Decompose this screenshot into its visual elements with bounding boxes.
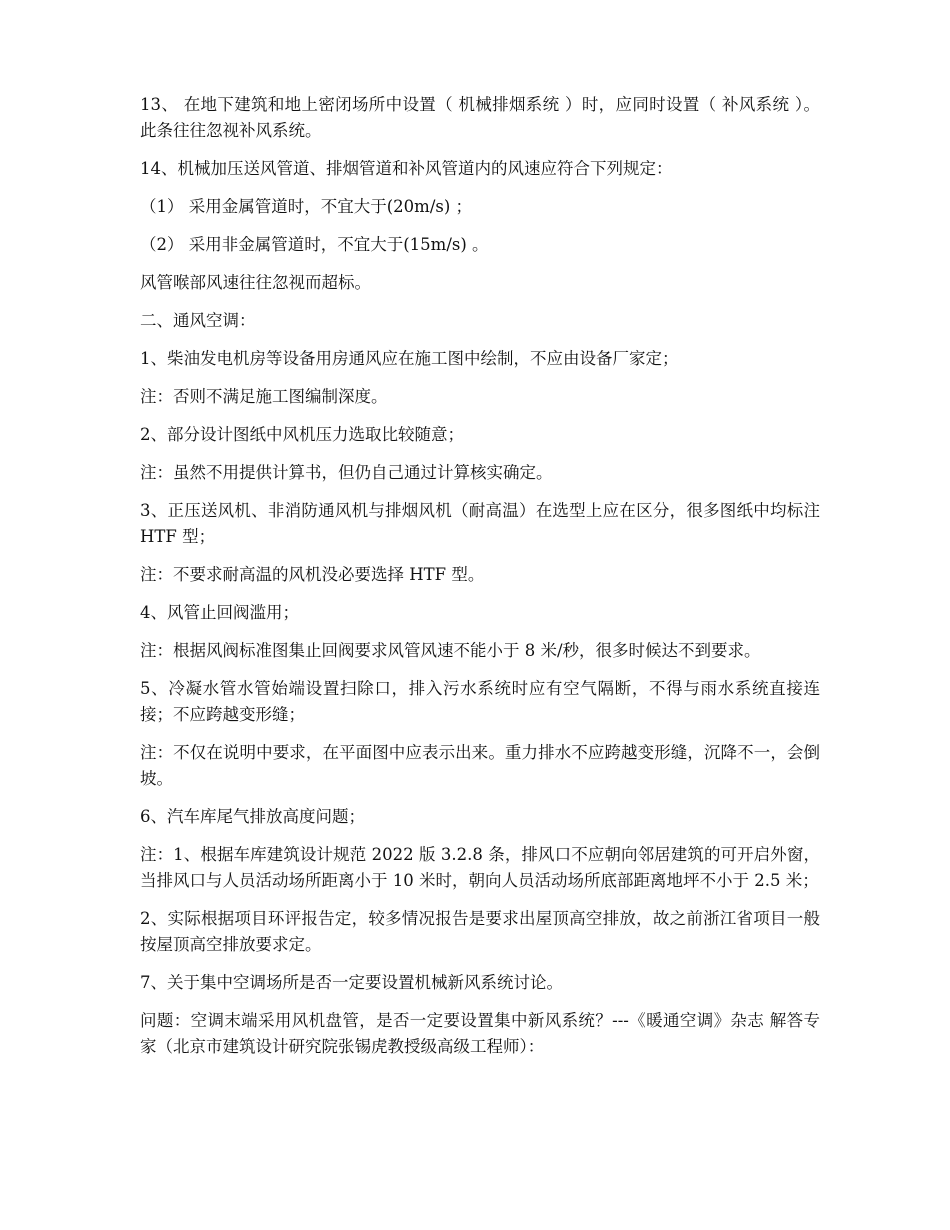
paragraph-note-1: 注：否则不满足施工图编制深度。 [140, 387, 388, 406]
paragraph-14-air-velocity: 14、机械加压送风管道、排烟管道和补风管道内的风速应符合下列规定： [140, 159, 673, 178]
paragraph-item-3: 3、正压送风机、非消防通风机与排烟风机（耐高温）在选型上应在区分，很多图纸中均标注 HTF 型； [140, 501, 820, 546]
paragraph-13-smoke-exhaust: 13、 在地下建筑和地上密闭场所中设置（ 机械排烟系统 ）时，应同时设置（ 补风系统 ）。 此条往往忽视补风系统。 [140, 95, 820, 140]
paragraph-question: 问题：空调末端采用风机盘管，是否一定要设置集中新风系统？---《暖通空调》杂志 解答专家（北京市建筑设计研究院张锡虎教授级高级工程师）： [140, 1011, 820, 1056]
section-heading-ventilation: 二、通风空调： [140, 311, 256, 330]
paragraph-throat-velocity: 风管喉部风速往往忽视而超标。 [140, 273, 371, 292]
paragraph-metal-duct: （1） 采用金属管道时，不宜大于(20m/s) ； [140, 197, 473, 216]
paragraph-item-1: 1、柴油发电机房等设备用房通风应在施工图中绘制，不应由设备厂家定； [140, 349, 679, 368]
paragraph-nonmetal-duct: （2） 采用非金属管道时，不宜大于(15m/s) 。 [140, 235, 489, 254]
document-page [140, 92, 820, 1072]
paragraph-item-5: 5、冷凝水管水管始端设置扫除口，排入污水系统时应有空气隔断，不得与雨水系统直接连接；不应跨越变形缝； [140, 679, 820, 724]
paragraph-item-7: 7、关于集中空调场所是否一定要设置机械新风系统讨论。 [140, 973, 563, 992]
paragraph-note-6-part-1: 注：1、根据车库建筑设计规范 2022 版 3.2.8 条，排风口不应朝向邻居建筑的可开启外窗，当排风口与人员活动场所距离小于 10 米时，朝向人员活动场所底部距离地坪不小于 2.5 米； [140, 845, 820, 890]
paragraph-item-4: 4、风管止回阀滥用； [140, 603, 299, 622]
paragraph-note-5: 注：不仅在说明中要求，在平面图中应表示出来。重力排水不应跨越变形缝，沉降不一，会倒坡。 [140, 743, 820, 788]
paragraph-note-6-part-2: 2、实际根据项目环评报告定，较多情况报告是要求出屋顶高空排放，故之前浙江省项目一般按屋顶高空排放要求定。 [140, 909, 820, 954]
paragraph-note-3: 注：不要求耐高温的风机没必要选择 HTF 型。 [140, 565, 485, 584]
paragraph-item-6: 6、汽车库尾气排放高度问题； [140, 807, 365, 826]
paragraph-item-2: 2、部分设计图纸中风机压力选取比较随意； [140, 425, 464, 444]
paragraph-note-2: 注：虽然不用提供计算书，但仍自己通过计算核实确定。 [140, 463, 553, 482]
paragraph-note-4: 注：根据风阀标准图集止回阀要求风管风速不能小于 8 米/秒，很多时候达不到要求。 [140, 641, 761, 660]
